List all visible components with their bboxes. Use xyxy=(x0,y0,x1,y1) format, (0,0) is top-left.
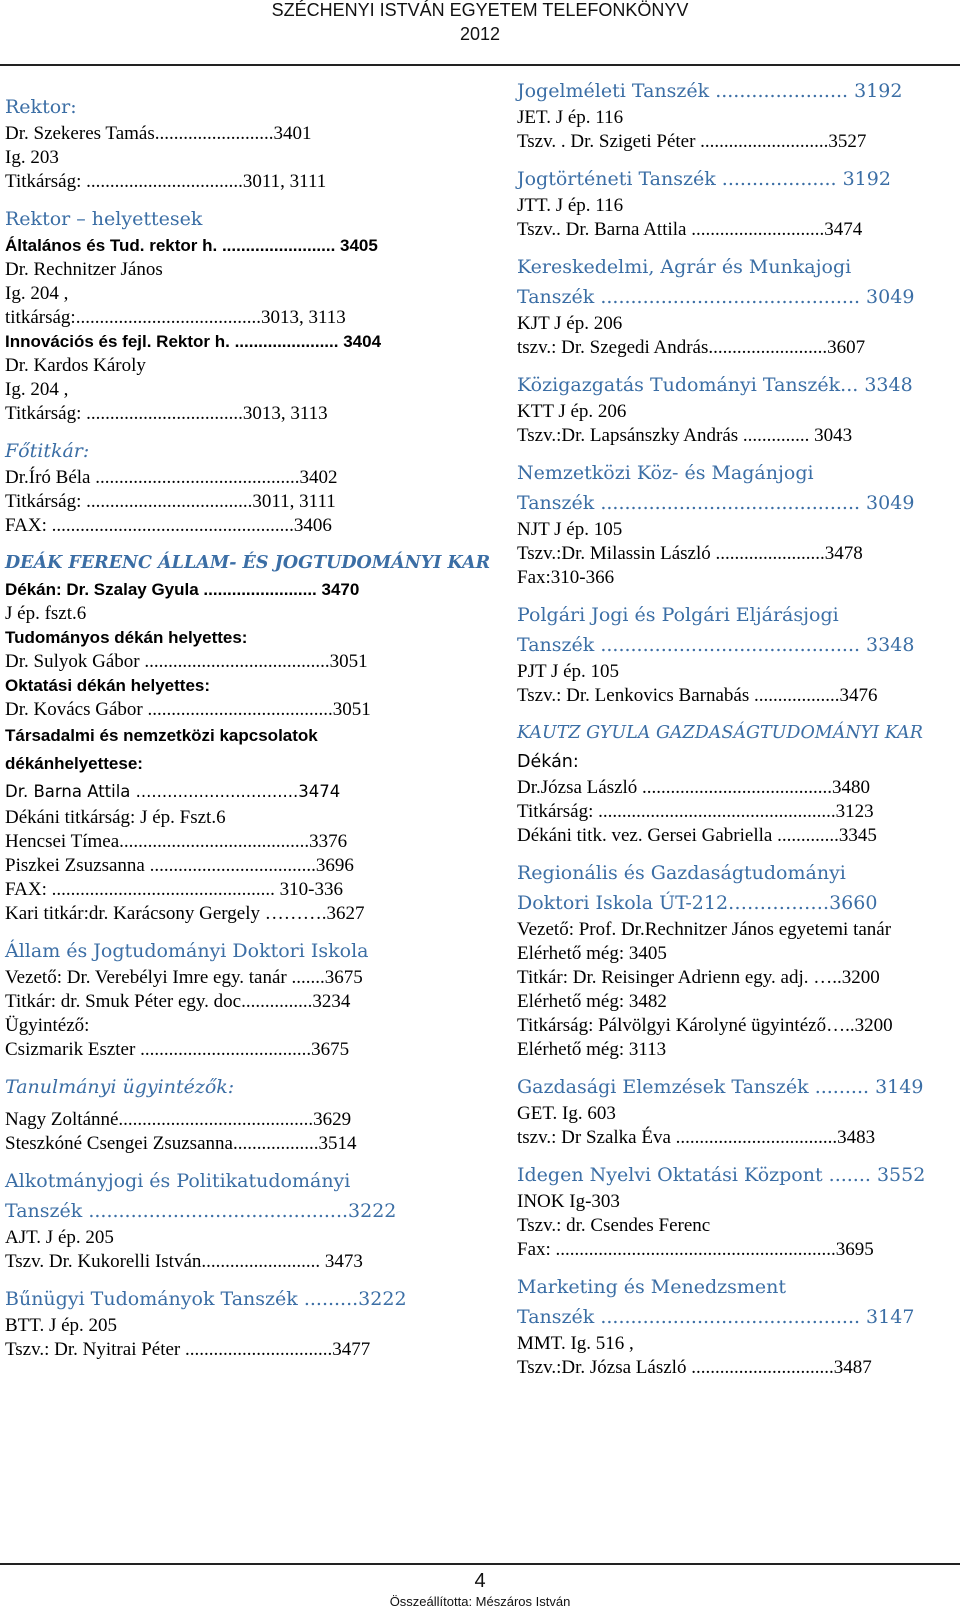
secretary-general-fax: FAX: ...................................................3406 xyxy=(5,515,332,536)
doctoral-school-admin-name: Csizmarik Eszter ....................................3675 xyxy=(5,1039,350,1060)
secretary-general-name: Dr.Író Béla ...........................................3402 xyxy=(5,467,338,488)
education-vice-dean-name: Dr. Kovács Gábor .......................................3051 xyxy=(5,699,371,720)
secretary-general-heading: Főtitkár: xyxy=(5,440,90,462)
header-title: SZÉCHENYI ISTVÁN EGYETEM TELEFONKÖNYV xyxy=(271,0,689,20)
study-admin-2: Steszkóné Csengei Zsuzsanna..................3514 xyxy=(5,1133,357,1154)
legal-theory-dept-room: JET. J ép. 116 xyxy=(517,107,624,128)
constitutional-dept-heading-1: Alkotmányjogi és Politikatudományi xyxy=(5,1170,351,1192)
dean-room: J ép. fszt.6 xyxy=(5,603,87,624)
international-law-dept-fax: Fax:310-366 xyxy=(517,567,615,588)
economic-analysis-dept-heading: Gazdasági Elemzések Tanszék ......... 3149 xyxy=(517,1076,924,1098)
economics-dean-label: Dékán: xyxy=(517,752,579,772)
international-law-dept-room: NJT J ép. 105 xyxy=(517,519,623,540)
regional-doctoral-school-secretary: Titkár: Dr. Reisinger Adrienn egy. adj. …..3200 xyxy=(517,967,880,988)
commercial-dept-heading-2: Tanszék ........................................... 3049 xyxy=(517,286,915,308)
international-law-dept-heading-1: Nemzetközi Köz- és Magánjogi xyxy=(517,462,814,484)
dean-office-fax: FAX: ............................................... 310-336 xyxy=(5,879,343,900)
regional-doctoral-school-office: Titkárság: Pálvölgyi Károlyné ügyintéző…..3200 xyxy=(517,1015,893,1036)
economics-office-head: Dékáni titk. vez. Gersei Gabriella .............3345 xyxy=(517,825,877,846)
dean-office-staff-1: Hencsei Tímea........................................3376 xyxy=(5,831,348,852)
footer-divider xyxy=(0,1563,960,1565)
vice-rector-2-room: Ig. 204 , xyxy=(5,379,69,400)
vice-rector-1-secretariat: titkárság:.......................................3013, 3113 xyxy=(5,307,346,328)
legal-theory-dept-head: Tszv. . Dr. Szigeti Péter ...........................3527 xyxy=(517,131,867,152)
legal-history-dept-room: JTT. J ép. 116 xyxy=(517,195,624,216)
commercial-dept-room: KJT J ép. 206 xyxy=(517,313,623,334)
doctoral-school-heading: Állam és Jogtudományi Doktori Iskola xyxy=(5,940,369,962)
regional-doctoral-school-head: Vezető: Prof. Dr.Rechnitzer János egyetemi tanár xyxy=(517,919,892,940)
doctoral-school-head: Vezető: Dr. Verebélyi Imre egy. tanár .......3675 xyxy=(5,967,363,988)
page-number: 4 xyxy=(474,1570,486,1592)
science-vice-dean-name: Dr. Sulyok Gábor .......................................3051 xyxy=(5,651,368,672)
commercial-dept-heading-1: Kereskedelmi, Agrár és Munkajogi xyxy=(517,256,852,278)
criminal-dept-room: BTT. J ép. 205 xyxy=(5,1315,118,1336)
public-admin-dept-heading: Közigazgatás Tudományi Tanszék... 3348 xyxy=(517,374,913,396)
economic-analysis-dept-room: GET. Ig. 603 xyxy=(517,1103,616,1124)
secretary-general-secretariat: Titkárság: ...................................3011, 3111 xyxy=(5,491,336,512)
science-vice-dean-heading: Tudományos dékán helyettes: xyxy=(5,628,248,647)
legal-history-dept-head: Tszv.. Dr. Barna Attila ............................3474 xyxy=(517,219,863,240)
public-admin-dept-head: Tszv.:Dr. Lapsánszky András .............. 3043 xyxy=(517,425,853,446)
vice-rector-1-room: Ig. 204 , xyxy=(5,283,69,304)
economic-analysis-dept-head: tszv.: Dr Szalka Éva ..................................3483 xyxy=(517,1127,876,1148)
header-divider xyxy=(0,64,960,66)
relations-vice-dean-heading-1: Társadalmi és nemzetközi kapcsolatok xyxy=(5,726,318,745)
constitutional-dept-room: AJT. J ép. 205 xyxy=(5,1227,114,1248)
dean-line: Dékán: Dr. Szalay Gyula ........................ 3470 xyxy=(5,580,360,599)
civil-law-dept-heading-2: Tanszék ........................................... 3348 xyxy=(517,634,915,656)
vice-rectors-heading: Rektor – helyettesek xyxy=(5,208,203,230)
public-admin-dept-room: KTT J ép. 206 xyxy=(517,401,627,422)
doctoral-school-secretary: Titkár: dr. Smuk Péter egy. doc...............3234 xyxy=(5,991,351,1012)
rektor-secretariat: Titkárság: .................................3011, 3111 xyxy=(5,171,327,192)
vice-rector-2-secretariat: Titkárság: .................................3013, 3113 xyxy=(5,403,328,424)
vice-rector-1-name: Dr. Rechnitzer János xyxy=(5,259,163,280)
footer-credit: Összeállította: Mészáros István xyxy=(389,1594,571,1609)
dean-office-heading: Dékáni titkárság: J ép. Fszt.6 xyxy=(5,807,226,828)
economics-dean-name: Dr.Józsa László ........................................3480 xyxy=(517,777,871,798)
commercial-dept-head: tszv.: Dr. Szegedi András.........................3607 xyxy=(517,337,866,358)
regional-doctoral-school-heading-2: Doktori Iskola ÚT-212…………….3660 xyxy=(517,892,878,914)
legal-theory-dept-heading: Jogelméleti Tanszék ...................... 3192 xyxy=(517,80,903,102)
legal-history-dept-heading: Jogtörténeti Tanszék ................... 3192 xyxy=(517,168,891,190)
regional-doctoral-school-office-alt: Elérhető még: 3113 xyxy=(517,1039,667,1060)
economics-secretariat: Titkárság: ..................................................3123 xyxy=(517,801,874,822)
vice-rector-2-title: Innovációs és fejl. Rektor h. ...................... 3404 xyxy=(5,332,382,351)
right-column xyxy=(517,76,937,1380)
study-admin-1: Nagy Zoltánné.........................................3629 xyxy=(5,1109,352,1130)
marketing-dept-head: Tszv.:Dr. Józsa László ..............................3487 xyxy=(517,1357,872,1378)
civil-law-dept-head: Tszv.: Dr. Lenkovics Barnabás ..................3476 xyxy=(517,685,878,706)
marketing-dept-room: MMT. Ig. 516 , xyxy=(517,1333,634,1354)
civil-law-dept-room: PJT J ép. 105 xyxy=(517,661,620,682)
language-center-room: INOK Ig-303 xyxy=(517,1191,620,1212)
rektor-heading: Rektor: xyxy=(5,96,77,118)
language-center-heading: Idegen Nyelvi Oktatási Központ ....... 3552 xyxy=(517,1164,926,1186)
relations-vice-dean-heading-2: dékánhelyettese: xyxy=(5,754,143,773)
marketing-dept-heading-1: Marketing és Menedzsment xyxy=(517,1276,787,1298)
vice-rector-1-title: Általános és Tud. rektor h. ........................ 3405 xyxy=(5,236,378,255)
vice-rector-2-name: Dr. Kardos Károly xyxy=(5,355,146,376)
civil-law-dept-heading-1: Polgári Jogi és Polgári Eljárásjogi xyxy=(517,604,839,626)
criminal-dept-head: Tszv.: Dr. Nyitrai Péter ...............................3477 xyxy=(5,1339,371,1360)
constitutional-dept-heading-2: Tanszék ...........................................3222 xyxy=(5,1200,397,1222)
rektor-name: Dr. Szekeres Tamás.........................3401 xyxy=(5,123,312,144)
language-center-head: Tszv.: dr. Csendes Ferenc xyxy=(517,1215,711,1236)
marketing-dept-heading-2: Tanszék ........................................... 3147 xyxy=(517,1306,915,1328)
study-admins-heading: Tanulmányi ügyintézők: xyxy=(5,1076,235,1098)
education-vice-dean-heading: Oktatási dékán helyettes: xyxy=(5,676,211,695)
faculty-law-heading: DEÁK FERENC ÁLLAM- ÉS JOGTUDOMÁNYI KAR xyxy=(5,553,491,573)
relations-vice-dean-name: Dr. Barna Attila ...............................3474 xyxy=(5,782,341,801)
faculty-economics-heading: KAUTZ GYULA GAZDASÁGTUDOMÁNYI KAR xyxy=(517,723,923,743)
rektor-room: Ig. 203 xyxy=(5,147,59,168)
faculty-secretary: Kari titkár:dr. Karácsony Gergely ……….3627 xyxy=(5,903,365,924)
left-column xyxy=(5,76,491,1362)
regional-doctoral-school-head-alt: Elérhető még: 3405 xyxy=(517,943,667,964)
doctoral-school-admin-label: Ügyintéző: xyxy=(5,1015,90,1036)
international-law-dept-heading-2: Tanszék ........................................... 3049 xyxy=(517,492,915,514)
language-center-fax: Fax: ...........................................................3695 xyxy=(517,1239,874,1260)
regional-doctoral-school-secretary-alt: Elérhető még: 3482 xyxy=(517,991,667,1012)
dean-office-staff-2: Piszkei Zsuzsanna ...................................3696 xyxy=(5,855,354,876)
constitutional-dept-head: Tszv. Dr. Kukorelli István......................... 3473 xyxy=(5,1251,363,1272)
regional-doctoral-school-heading-1: Regionális és Gazdaságtudományi xyxy=(517,862,846,884)
header-year: 2012 xyxy=(459,24,501,44)
criminal-dept-heading: Bűnügyi Tudományok Tanszék .........3222 xyxy=(5,1288,407,1310)
international-law-dept-head: Tszv.:Dr. Milassin László .......................3478 xyxy=(517,543,863,564)
